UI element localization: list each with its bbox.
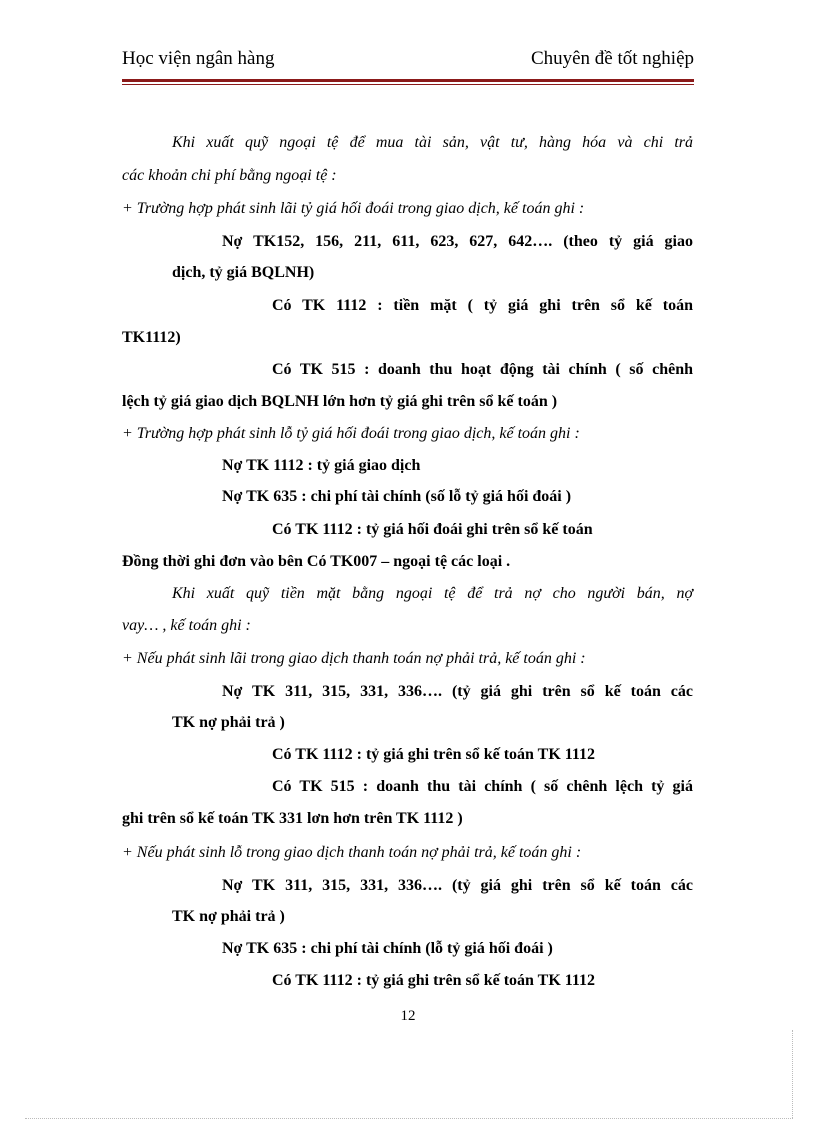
paragraph-line: Có TK 515 : doanh thu tài chính ( số chênh lệch tỷ giá (272, 778, 693, 795)
paragraph-line: Đồng thời ghi đơn vào bên Có TK007 – ngoại tệ các loại . (122, 553, 511, 570)
paragraph-line: + Trường hợp phát sinh lãi tỷ giá hối đoái trong giao dịch, kế toán ghi : (122, 200, 585, 217)
paragraph-line: vay… , kế toán ghi : (122, 617, 251, 634)
header-rule-thin (122, 84, 694, 85)
paragraph-line: Nợ TK 311, 315, 331, 336…. (tỷ giá ghi trên sổ kế toán các (222, 683, 693, 700)
header-institution: Học viện ngân hàng (122, 48, 275, 69)
paragraph-line: TK nợ phải trả ) (172, 714, 285, 731)
paragraph-line: Nợ TK 1112 : tỷ giá giao dịch (222, 457, 421, 474)
paragraph-line: Có TK 515 : doanh thu hoạt động tài chính ( số chênh (272, 361, 693, 378)
paragraph-line: các khoản chi phí bằng ngoại tệ : (122, 167, 337, 184)
page-border-right (792, 1030, 793, 1118)
paragraph-line: Nợ TK 311, 315, 331, 336…. (tỷ giá ghi trên sổ kế toán các (222, 877, 693, 894)
paragraph-line: ghi trên sổ kế toán TK 331 lơn hơn trên TK 1112 ) (122, 810, 463, 827)
paragraph-line: Nợ TK 635 : chi phí tài chính (số lỗ tỷ giá hối đoái ) (222, 488, 572, 505)
paragraph-line: + Trường hợp phát sinh lỗ tỷ giá hối đoái trong giao dịch, kế toán ghi : (122, 425, 580, 442)
paragraph-line: Khi xuất quỹ tiền mặt bằng ngoại tệ để trả nợ cho người bán, nợ (172, 585, 693, 602)
page-number: 12 (400, 1008, 416, 1024)
paragraph-line: Khi xuất quỹ ngoại tệ để mua tài sản, vật tư, hàng hóa và chi trả (172, 134, 693, 151)
paragraph-line: lệch tỷ giá giao dịch BQLNH lớn hơn tỷ giá ghi trên sổ kế toán ) (122, 393, 558, 410)
paragraph-line: dịch, tỷ giá BQLNH) (172, 264, 315, 281)
paragraph-line: Có TK 1112 : tỷ giá ghi trên sổ kế toán TK 1112 (272, 746, 596, 763)
paragraph-line: Nợ TK 635 : chi phí tài chính (lỗ tỷ giá hối đoái ) (222, 940, 553, 957)
page-border-bottom (25, 1118, 793, 1119)
header-rule-thick (122, 79, 694, 82)
paragraph-line: Có TK 1112 : tỷ giá hối đoái ghi trên sổ kế toán (272, 521, 593, 538)
paragraph-line: TK nợ phải trả ) (172, 908, 285, 925)
paragraph-line: TK1112) (122, 329, 181, 346)
paragraph-line: Có TK 1112 : tỷ giá ghi trên sổ kế toán TK 1112 (272, 972, 596, 989)
page-header (122, 48, 694, 74)
paragraph-line: Có TK 1112 : tiền mặt ( tỷ giá ghi trên sổ kế toán (272, 297, 693, 314)
paragraph-line: + Nếu phát sinh lãi trong giao dịch thanh toán nợ phải trả, kế toán ghi : (122, 650, 586, 667)
paragraph-line: Nợ TK152, 156, 211, 611, 623, 627, 642…. (theo tỷ giá giao (222, 233, 693, 250)
header-title: Chuyên đề tốt nghiệp (530, 48, 694, 69)
paragraph-line: + Nếu phát sinh lỗ trong giao dịch thanh toán nợ phải trả, kế toán ghi : (122, 844, 582, 861)
